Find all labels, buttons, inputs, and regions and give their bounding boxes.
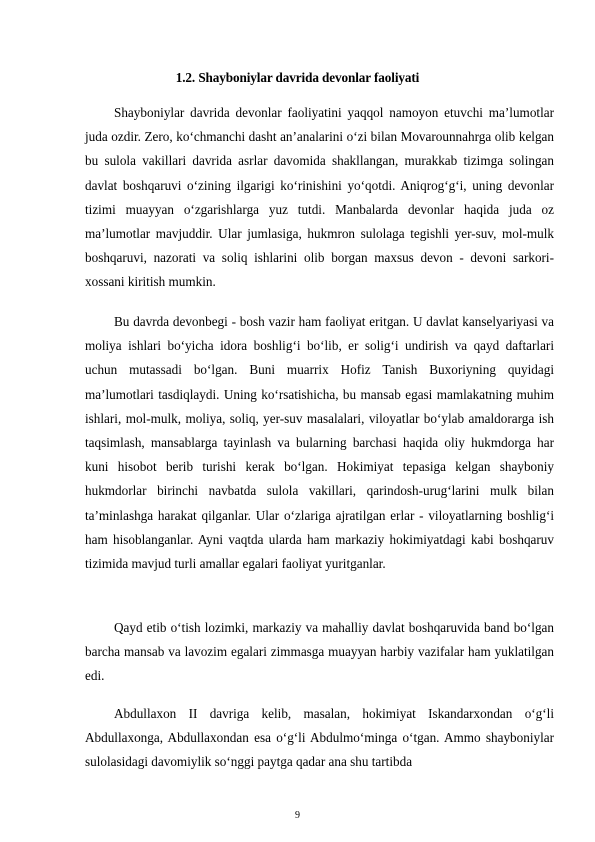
section-heading: 1.2. Shayboniylar davrida devonlar faoliyati xyxy=(175,70,420,85)
paragraph-2: Bu davrda devonbegi - bosh vazir ham faoliyat eritgan. U davlat kanselyariyasi va moliya ishlari bo‘yicha idora boshlig‘i bo‘lib, er solig‘i undirish va qayd daftarlari uchun mutassadi bo‘lgan. Buni muarrix Hofiz Tanish Buxoriyning quyidagi ma’lumotlari tasdiqlaydi. Uning ko‘rsatishicha, bu mansab egasi mamlakatning muhim ishlari, mol-mulk, moliya, soliq, yer-suv masalalari, viloyatlar bo‘ylab amaldorarga ish taqsimlash, mansablarga tayinlash va bularning barchasi haqida oliy hukmdorga har kuni hisobot berib turishi kerak bo‘lgan. Hokimiyat tepasiga kelgan shayboniy hukmdorlar birinchi navbatda sulola vakillari, qarindosh-urug‘larini mulk bilan ta’minlashga harakat qilganlar. Ular o‘zlariga ajratilgan erlar - viloyatlarning boshlig‘i ham hisoblanganlar. Ayni vaqtda ularda ham markaziy hokimiyatdagi kabi boshqaruv tizimida mavjud turli amallar egalari faoliyat yuritganlar. xyxy=(85,314,554,572)
paragraph-1: Shayboniylar davrida devonlar faoliyatini yaqqol namoyon etuvchi ma’lumotlar juda ozdir. Zero, ko‘chmanchi dasht an’analarini o‘zi bilan Movarounnahrga olib kelgan bu sulola vakillari davrida asrlar davomida shakllangan, murakkab tizimga solingan davlat boshqaruvi o‘zining ilgarigi ko‘rinishini yo‘qotdi. Aniqrog‘g‘i, uning devonlar tizimi muayyan o‘zgarishlarga yuz tutdi. Manbalarda devonlar haqida juda oz ma’lumotlar mavjuddir. Ular jumlasiga, hukmron sulolaga tegishli yer-suv, mol-mulk boshqaruvi, nazorati va soliq ishlarini olib borgan maxsus devon - devoni sarkori-xossani kiritish mumkin. xyxy=(85,105,554,290)
page-number: 9 xyxy=(295,810,300,821)
paragraph-4: Abdullaxon II davriga kelib, masalan, hokimiyat Iskandarxondan o‘g‘li Abdullaxonga, Abdullaxondan esa o‘g‘li Abdulmo‘minga o‘tgan. Ammo shayboniylar sulolasidagi davomiylik so‘nggi paytga qadar ana shu tartibda xyxy=(85,706,554,770)
paragraph-3: Qayd etib o‘tish lozimki, markaziy va mahalliy davlat boshqaruvida band bo‘lgan barcha mansab va lavozim egalari zimmasga muayyan harbiy vazifalar ham yuklatilgan edi. xyxy=(85,620,554,684)
